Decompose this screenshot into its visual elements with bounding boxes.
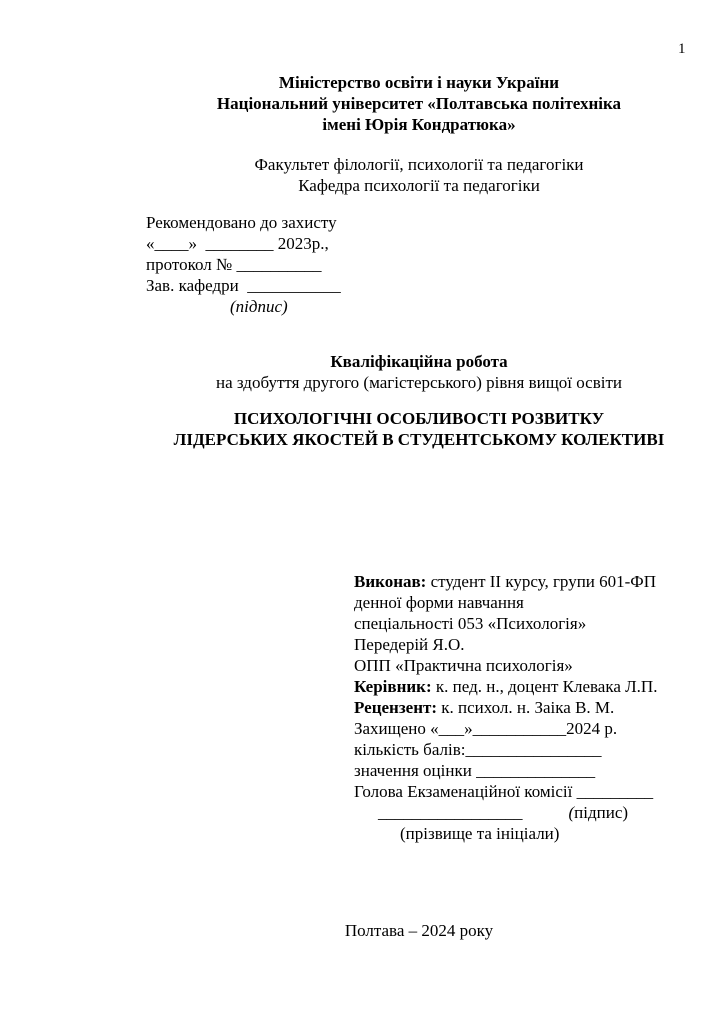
study-form-line: денної форми навчання xyxy=(354,593,524,612)
defended-line: Захищено «___»___________2024 р. xyxy=(354,719,618,738)
head-of-department-line: Зав. кафедри ___________ xyxy=(146,276,341,295)
points-line: кількість балів:________________ xyxy=(354,740,602,759)
department-line: Кафедра психології та педагогіки xyxy=(298,176,540,195)
ministry-line: Міністерство освіти і науки України xyxy=(278,73,560,92)
approval-date-line: «____» ________ 2023р., xyxy=(146,234,329,253)
approval-block xyxy=(146,212,692,317)
signature-blank: _________________ xyxy=(378,803,523,822)
supervisor-label: Керівник: xyxy=(354,677,432,696)
performed-label: Виконав: xyxy=(354,572,427,591)
city-year-line: Полтава – 2024 року xyxy=(344,921,494,940)
signature-caption-text: підпис) xyxy=(574,803,629,822)
reviewer-value: к. психол. н. Заіка В. М. xyxy=(437,698,615,717)
speciality-line: спеціальності 053 «Психологія» xyxy=(354,614,587,633)
page-number: 1 xyxy=(678,41,686,57)
committee-signature-line xyxy=(354,802,657,823)
thesis-title-line1: ПСИХОЛОГІЧНІ ОСОБЛИВОСТІ РОЗВИТКУ xyxy=(233,409,605,428)
work-type-line: Кваліфікаційна робота xyxy=(330,352,508,371)
university-name-line2: імені Юрія Кондратюка» xyxy=(322,115,516,134)
approval-signature-caption: (підпис) xyxy=(230,297,288,316)
student-name-line: Передерій Я.О. xyxy=(354,635,465,654)
title-spacer xyxy=(146,393,692,408)
university-name-line1: Національний університет «Полтавська політехніка xyxy=(216,94,622,113)
protocol-line: протокол № __________ xyxy=(146,255,322,274)
supervisor-value: к. пед. н., доцент Клевака Л.П. xyxy=(431,677,658,696)
supervisor-line xyxy=(354,676,657,697)
reviewer-label: Рецензент: xyxy=(354,698,438,717)
signature-caption xyxy=(569,803,629,822)
qualification-block xyxy=(146,351,692,450)
opp-line: ОПП «Практична психологія» xyxy=(354,656,573,675)
reviewer-line xyxy=(354,697,657,718)
faculty-line: Факультет філології, психології та педагогіки xyxy=(254,155,584,174)
executor-block xyxy=(354,571,657,844)
thesis-title-line2: ЛІДЕРСЬКИХ ЯКОСТЕЙ В СТУДЕНТСЬКОМУ КОЛЕКТИВІ xyxy=(173,430,665,449)
city-year-footer xyxy=(146,920,692,941)
signature-caption-paren: ( xyxy=(568,803,575,822)
performed-line xyxy=(354,571,657,592)
grade-line: значення оцінки ______________ xyxy=(354,761,596,780)
recommended-line: Рекомендовано до захисту xyxy=(146,213,337,232)
degree-line: на здобуття другого (магістерського) рівня вищої освіти xyxy=(216,373,622,392)
university-header xyxy=(146,72,692,135)
name-caption-line: (прізвище та ініціали) xyxy=(400,824,560,843)
performed-value: студент ІІ курсу, групи 601-ФП xyxy=(426,572,657,591)
committee-head-line: Голова Екзаменаційної комісії _________ xyxy=(354,782,654,801)
faculty-department-header xyxy=(146,154,692,196)
